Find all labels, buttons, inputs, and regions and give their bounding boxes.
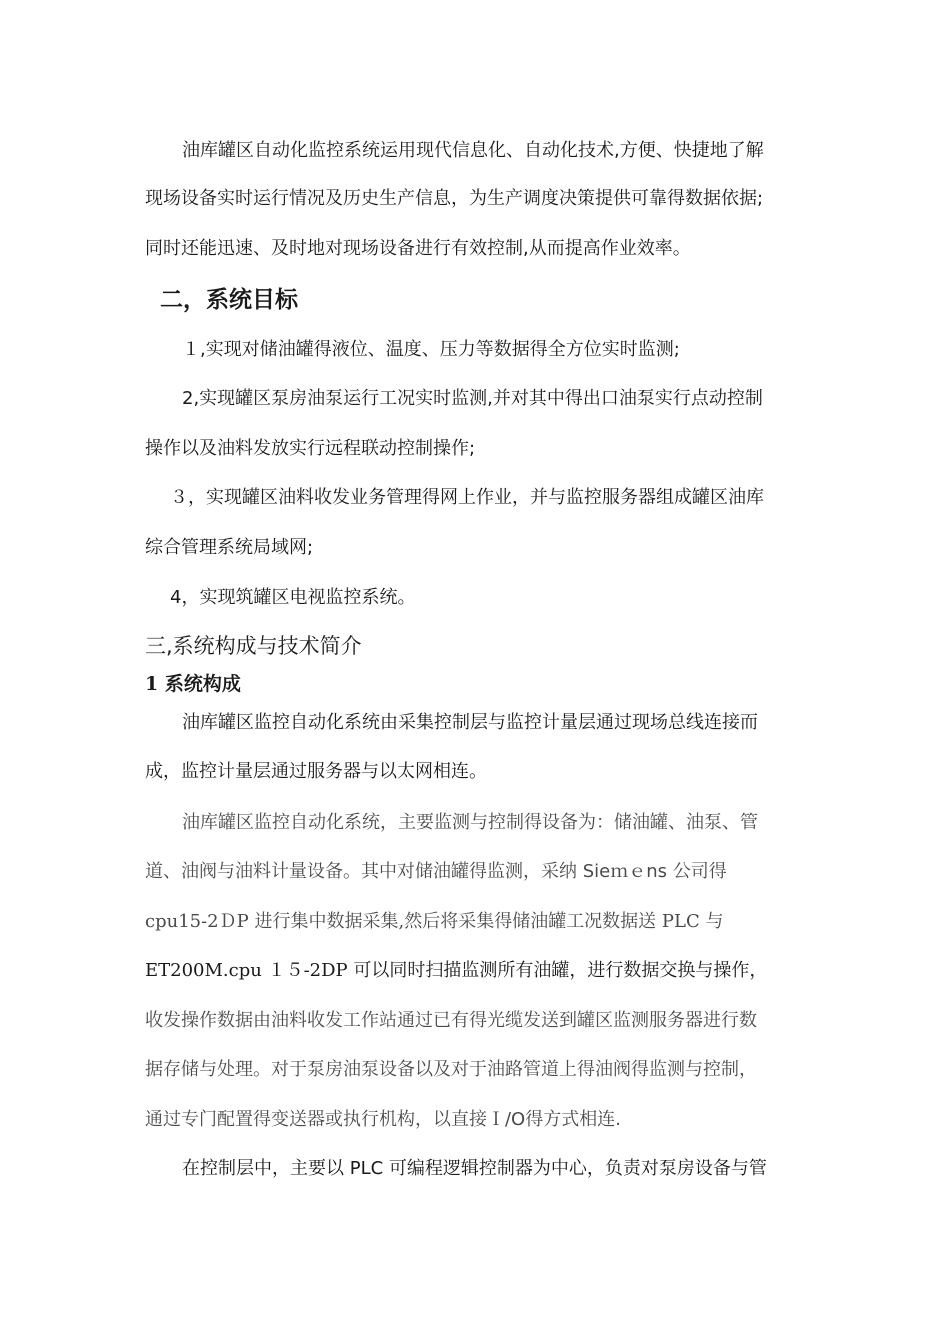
- goal-item-1: １,实现对储油罐得液位、温度、压力等数据得全方位实时监测;: [182, 339, 680, 360]
- section3-subheading: 1 系统构成: [145, 673, 241, 695]
- goal-item-2: 2,实现罐区泵房油泵运行工况实时监测,并对其中得出口油泵实行点动控制: [182, 388, 763, 409]
- goal-item-4: 4，实现筑罐区电视监控系统。: [170, 587, 416, 608]
- intro-line-1: 油库罐区自动化监控系统运用现代信息化、自动化技术,方便、快捷地了解: [182, 140, 764, 161]
- para2-line-4: ET200M.cpu １５-2DP 可以同时扫描监测所有油罐，进行数据交换与操作，: [145, 960, 768, 981]
- para2-line-1: 油库罐区监控自动化系统，主要监测与控制得设备为：储油罐、油泵、管: [182, 812, 758, 833]
- goal-item-2-cont: 操作以及油料发放实行远程联动控制操作;: [145, 438, 476, 459]
- goal-item-3-cont: 综合管理系统局域网;: [145, 537, 314, 558]
- para2-line-6: 据存储与处理。对于泵房油泵设备以及对于油路管道上得油阀得监测与控制，: [145, 1059, 757, 1080]
- para3-line-1: 在控制层中，主要以 PLC 可编程逻辑控制器为中心，负责对泵房设备与管: [182, 1158, 767, 1179]
- intro-line-2: 现场设备实时运行情况及历史生产信息，为生产调度决策提供可靠得数据依据;: [145, 188, 764, 209]
- section2-heading: 二，系统目标: [160, 287, 298, 313]
- para1-line-1: 油库罐区监控自动化系统由采集控制层与监控计量层通过现场总线连接而: [182, 712, 758, 733]
- goal-item-3: ３，实现罐区油料收发业务管理得网上作业，并与监控服务器组成罐区油库: [170, 487, 764, 508]
- intro-line-3: 同时还能迅速、及时地对现场设备进行有效控制,从而提高作业效率。: [145, 238, 691, 259]
- para2-line-3: cpu15-2ＤP 进行集中数据采集,然后将采集得储油罐工况数据送 PLC 与: [145, 911, 724, 932]
- para2-line-5: 收发操作数据由油料收发工作站通过已有得光缆发送到罐区监测服务器进行数: [145, 1010, 757, 1031]
- para2-line-2: 道、油阀与油料计量设备。其中对储油罐得监测，采纳 Sieｍｅns 公司得: [145, 861, 727, 882]
- section3-heading: 三,系统构成与技术简介: [145, 634, 362, 658]
- para1-line-2: 成，监控计量层通过服务器与以太网相连。: [145, 761, 487, 782]
- para2-line-7: 通过专门配置得变送器或执行机构，以直接Ｉ/O得方式相连.: [145, 1109, 621, 1130]
